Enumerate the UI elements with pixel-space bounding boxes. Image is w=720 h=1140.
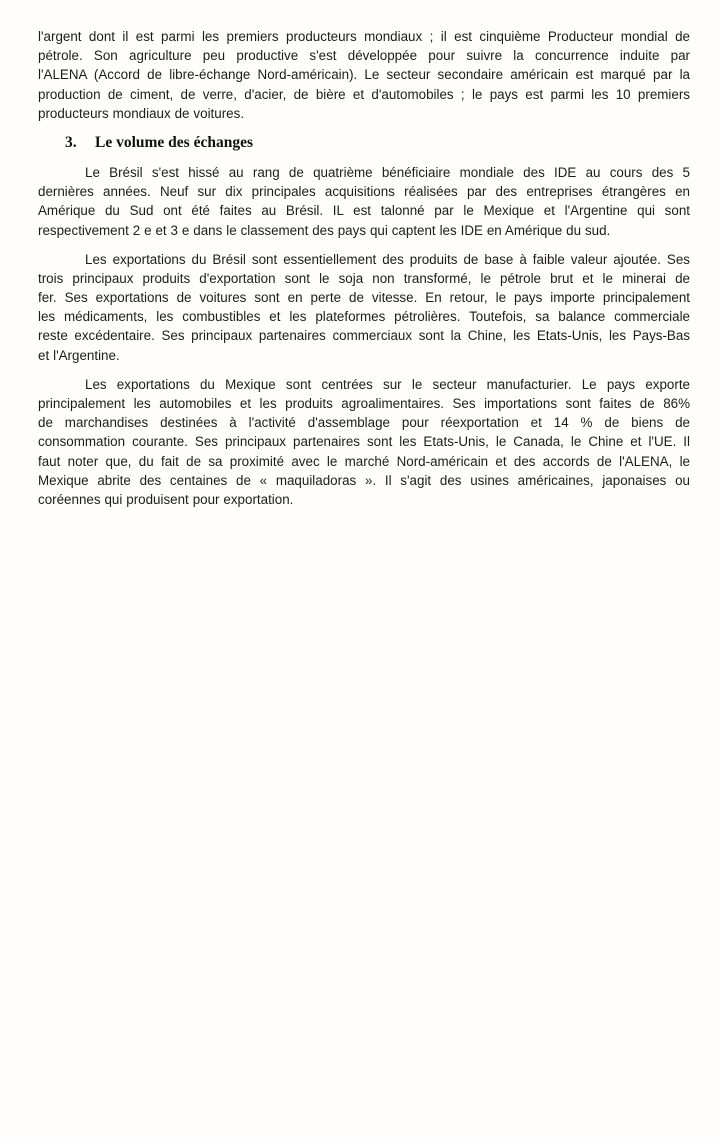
section-heading [38,133,690,153]
heading-number: 3. [65,133,77,151]
text-line: respectivement 2 e et 3 e dans le classement des pays qui captent les IDE en Amérique du sud. [38,222,611,238]
text-line: producteurs mondiaux de voitures. [38,105,245,121]
text-line: dernières années. Neuf sur dix principales acquisitions réalisées par des entreprises étrangères en [38,184,690,200]
text-line: l'ALENA (Accord de libre-échange Nord-américain). Le secteur secondaire américain est marqué par la [38,67,690,83]
text-line: et l'Argentine. [38,347,120,363]
text-line: Amérique du Sud ont été faites au Brésil. IL est talonné par le Mexique et l'Argentine qui sont [38,203,690,219]
text-line: pétrole. Son agriculture peu productive s'est développée pour suivre la concurrence induite par [38,48,690,64]
paragraph [38,27,690,123]
text-line: production de ciment, de verre, d'acier, de bière et d'automobiles ; le pays est parmi les 10 premiers [38,86,690,102]
text-line: l'argent dont il est parmi les premiers producteurs mondiaux ; il est cinquième Producteur mondial de [38,29,690,44]
paragraph [38,375,690,509]
paragraph [38,163,690,240]
text-line: Les exportations du Brésil sont essentiellement des produits de base à faible valeur ajoutée. Ses [85,251,690,267]
text-line: trois principaux produits d'exportation sont le soja non transformé, le pétrole brut et le minerai de [38,270,690,286]
text-line: consommation courante. Ses principaux partenaires sont les Etats-Unis, le Canada, le Chine et l'UE. Il [38,434,690,450]
text-line: fer. Ses exportations de voitures sont en perte de vitesse. En retour, le pays importe principalement [38,290,690,306]
text-line: principalement les automobiles et les produits agroalimentaires. Ses importations sont faites de 86% [38,396,690,411]
paragraph [38,250,690,365]
text-line: reste excédentaire. Ses principaux partenaires commerciaux sont la Chine, les Etats-Unis, les Pays-Bas [38,328,690,344]
text-line: coréennes qui produisent pour exportation. [38,491,294,507]
text-line: les médicaments, les combustibles et les plateformes pétrolières. Toutefois, sa balance commerciale [38,309,690,325]
heading-title: Le volume des échanges [95,133,254,151]
document-content [38,27,690,519]
text-line: Mexique abrite des centaines de « maquiladoras ». Il s'agit des usines américaines, japonaises ou [38,472,690,488]
text-line: faut noter que, du fait de sa proximité avec le marché Nord-américain et des accords de l'ALENA, le [38,453,690,469]
text-line: Le Brésil s'est hissé au rang de quatrième bénéficiaire mondiale des IDE au cours des 5 [85,164,690,180]
text-line: de marchandises destinées à l'activité d'assemblage pour réexportation et 14 % de biens de [38,415,690,431]
text-line: Les exportations du Mexique sont centrées sur le secteur manufacturier. Le pays exporte [85,376,690,392]
